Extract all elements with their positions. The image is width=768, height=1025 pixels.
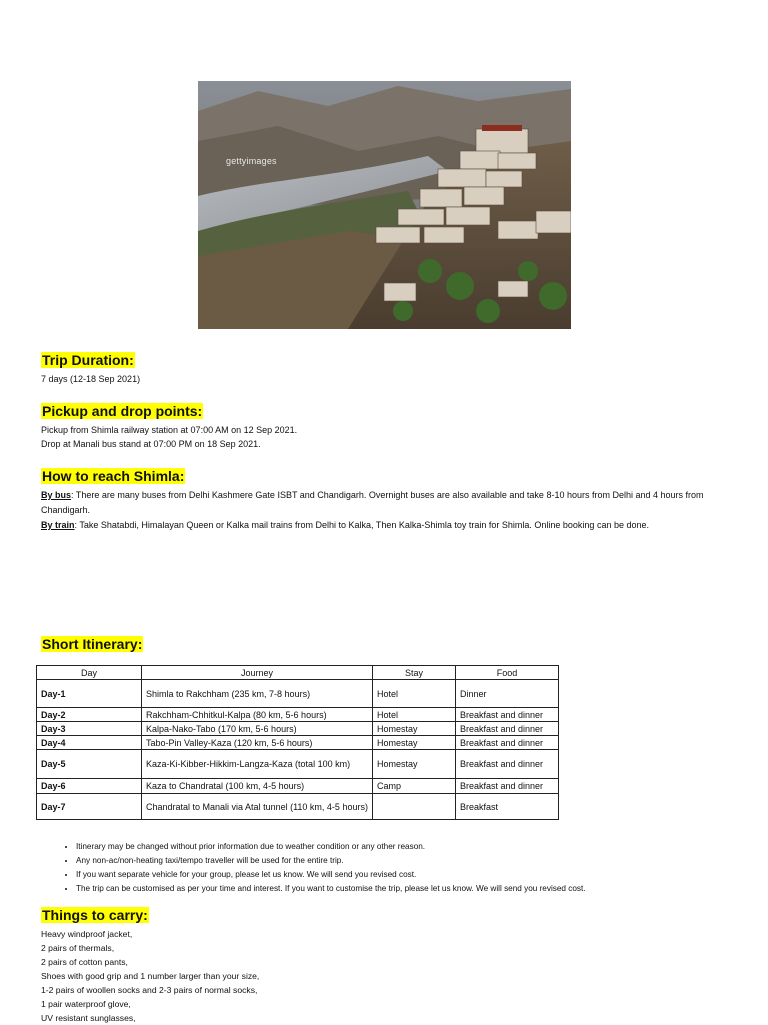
by-train-label: By train [41,520,75,530]
day-cell: Day-5 [37,750,142,779]
carry-item: 2 pairs of cotton pants, [41,957,128,967]
key-monastery-photo [198,81,571,329]
day-cell: Day-3 [37,722,142,736]
journey-cell: Kaza to Chandratal (100 km, 4-5 hours) [142,779,373,794]
journey-cell: Kalpa-Nako-Tabo (170 km, 5-6 hours) [142,722,373,736]
stay-cell [373,794,456,820]
note-item: • If you want separate vehicle for your group, please let us know. We will send you revised cost. [76,868,716,882]
table-row [37,680,559,708]
note-item: • The trip can be customised as per your time and interest. If you want to customise the trip, please let us know. We will send you revised cost. [76,882,716,896]
stay-cell: Homestay [373,722,456,736]
table-row [37,736,559,750]
itinerary-table [36,665,559,820]
food-cell: Breakfast and dinner [456,750,559,779]
table-row [37,708,559,722]
itinerary-notes [62,840,716,896]
day-cell: Day-4 [37,736,142,750]
food-cell: Breakfast [456,794,559,820]
stay-cell: Homestay [373,736,456,750]
carry-item: Heavy windproof jacket, [41,929,133,939]
note-item: • Any non-ac/non-heating taxi/tempo traveller will be used for the entire trip. [76,854,716,868]
by-train-text: : Take Shatabdi, Himalayan Queen or Kalka mail trains from Delhi to Kalka, Then Kalka-Shimla toy train for Shimla. Online booking can be done. [74,520,649,530]
trip-duration-heading: Trip Duration: [42,352,134,368]
trip-duration-text: 7 days (12-18 Sep 2021) [41,374,141,384]
things-to-carry-list [41,927,259,1025]
day-cell: Day-1 [37,680,142,708]
how-to-reach-heading: How to reach Shimla: [42,468,185,484]
by-bus-label: By bus [41,490,72,500]
table-row [37,794,559,820]
journey-cell: Kaza-Ki-Kibber-Hikkim-Langza-Kaza (total 100 km) [142,750,373,779]
carry-item: Shoes with good grip and 1 number larger than your size, [41,971,260,981]
food-cell: Breakfast and dinner [456,736,559,750]
col-journey: Journey [142,666,373,680]
journey-cell: Shimla to Rakchham (235 km, 7-8 hours) [142,680,373,708]
pickup-heading: Pickup and drop points: [42,403,203,419]
photo-watermark: gettyimages [226,156,277,166]
by-bus-paragraph [41,488,731,517]
stay-cell: Hotel [373,708,456,722]
pickup-line: Pickup from Shimla railway station at 07:00 AM on 12 Sep 2021. [41,425,298,435]
food-cell: Breakfast and dinner [456,722,559,736]
col-food: Food [456,666,559,680]
journey-cell: Tabo-Pin Valley-Kaza (120 km, 5-6 hours) [142,736,373,750]
food-cell: Dinner [456,680,559,708]
stay-cell: Homestay [373,750,456,779]
journey-cell: Rakchham-Chhitkul-Kalpa (80 km, 5-6 hours) [142,708,373,722]
day-cell: Day-7 [37,794,142,820]
things-to-carry-heading: Things to carry: [42,907,148,923]
stay-cell: Camp [373,779,456,794]
table-row [37,722,559,736]
carry-item: 1 pair waterproof glove, [41,999,131,1009]
by-train-paragraph [41,518,741,533]
food-cell: Breakfast and dinner [456,708,559,722]
itinerary-heading: Short Itinerary: [42,636,143,652]
table-row [37,779,559,794]
food-cell: Breakfast and dinner [456,779,559,794]
col-day: Day [37,666,142,680]
table-row [37,750,559,779]
col-stay: Stay [373,666,456,680]
by-bus-text: : There are many buses from Delhi Kashmere Gate ISBT and Chandigarh. Overnight buses are also available and take 8-10 hours from Delhi and 4 hours from Chandigarh. [41,490,704,515]
carry-item: 1-2 pairs of woollen socks and 2-3 pairs of normal socks, [41,985,258,995]
drop-line: Drop at Manali bus stand at 07:00 PM on 18 Sep 2021. [41,439,261,449]
day-cell: Day-2 [37,708,142,722]
note-item: • Itinerary may be changed without prior information due to weather condition or any other reason. [76,840,716,854]
table-header-row [37,666,559,680]
carry-item: 2 pairs of thermals, [41,943,115,953]
journey-cell: Chandratal to Manali via Atal tunnel (110 km, 4-5 hours) [142,794,373,820]
carry-item: UV resistant sunglasses, [41,1013,136,1023]
stay-cell: Hotel [373,680,456,708]
day-cell: Day-6 [37,779,142,794]
